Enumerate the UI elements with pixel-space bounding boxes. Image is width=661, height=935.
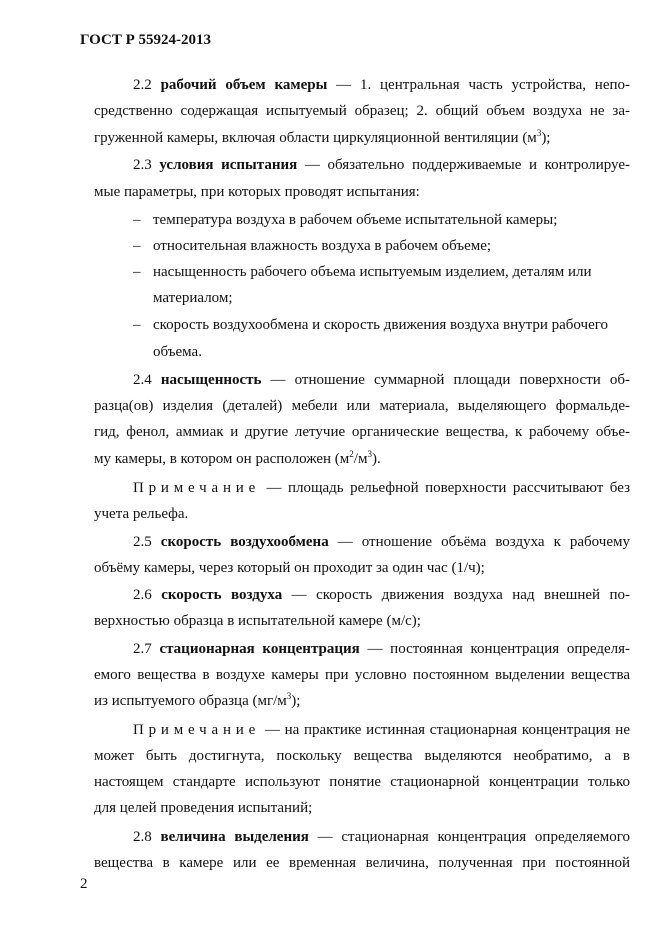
text: мые параметры, при которых проводят испытания:	[94, 184, 420, 200]
list-item-line	[153, 289, 233, 307]
text: — отношение объёма воздуха к рабочему	[328, 534, 630, 550]
superscript: 3	[286, 691, 292, 701]
term: стационарная концентрация	[159, 641, 360, 657]
text: 2.8	[133, 829, 161, 845]
paragraph-line	[94, 854, 630, 872]
text: — постоянная концентрация определя-	[359, 641, 631, 657]
term: насыщенность	[160, 372, 262, 388]
text: относительная влажность воздуха в рабочем объеме;	[153, 238, 492, 254]
text: емого вещества в воздухе камеры при условно постоянном выделении вещества	[94, 667, 630, 683]
text: верхностью образца в испытательной камере (м/с);	[94, 613, 421, 629]
text: 2.5	[133, 534, 161, 550]
text: материалом;	[153, 290, 233, 306]
text: — обязательно поддерживаемые и контролируе-	[297, 157, 631, 173]
text: );	[291, 693, 301, 709]
bullet-dash-icon: –	[133, 238, 141, 254]
paragraph-line	[94, 692, 300, 710]
paragraph-line	[94, 747, 630, 765]
paragraph-line	[94, 423, 630, 441]
paragraph-line	[94, 505, 188, 523]
note-label: Примечание	[133, 480, 261, 496]
bullet-dash-icon: –	[133, 212, 141, 228]
list-item-line	[153, 211, 557, 229]
paragraph-line	[133, 479, 630, 497]
paragraph-line	[94, 612, 421, 630]
text: настоящем стандарте используют понятие стационарной концентрации только	[94, 774, 630, 790]
text: может быть достигнута, поскольку вещества выделяются необратимо, а в	[94, 748, 630, 764]
text: насыщенность рабочего объема испытуемым изделием, деталям или	[153, 264, 592, 280]
list-item-line	[153, 237, 491, 255]
paragraph-line	[94, 799, 312, 817]
text: из испытуемого образца (мг/м	[94, 693, 287, 709]
text: вещества в камере или ее временная величина, полученная при постоянной	[94, 855, 630, 871]
text: груженной камеры, включая области циркуляционной вентиляции (м	[94, 130, 537, 146]
text: );	[541, 130, 551, 146]
text: разца(ов) изделия (деталей) мебели или материала, выделяющего формальде-	[94, 398, 630, 414]
text: — стационарная концентрация определяемого	[308, 829, 631, 845]
page-number: 2	[80, 876, 88, 892]
text: 2.2	[133, 77, 161, 93]
text: 2.6	[133, 587, 162, 603]
text: — скорость движения воздуха над внешней по-	[282, 587, 631, 603]
note-label: Примечание	[133, 722, 261, 738]
paragraph-line	[94, 397, 630, 415]
paragraph-line	[94, 450, 381, 468]
bullet-dash-icon: –	[133, 264, 141, 280]
paragraph-line	[94, 666, 630, 684]
text: 2.3	[133, 157, 160, 173]
document-header: ГОСТ Р 55924-2013	[80, 32, 212, 48]
superscript: 2	[349, 449, 354, 459]
list-item-line	[153, 343, 202, 361]
paragraph-line	[94, 559, 485, 577]
text: — на практике истинная стационарная концентрация не	[260, 722, 630, 738]
text: 2.7	[133, 641, 160, 657]
paragraph-line	[133, 533, 630, 551]
text: объема.	[153, 344, 202, 360]
superscript: 3	[367, 449, 372, 459]
text: 2.4	[133, 372, 161, 388]
paragraph-line	[133, 586, 630, 604]
superscript: 3	[536, 128, 542, 138]
paragraph-line	[133, 371, 630, 389]
list-item-line	[153, 263, 592, 281]
text: гид, фенол, аммиак и другие летучие органические вещества, к рабочему объе-	[94, 424, 630, 440]
text: — 1. центральная часть устройства, непо-	[327, 77, 631, 93]
text: для целей проведения испытаний;	[94, 800, 313, 816]
list-item-line	[153, 316, 608, 334]
paragraph-line	[94, 773, 630, 791]
paragraph-line	[94, 129, 550, 147]
paragraph-line	[94, 183, 420, 201]
text: ).	[371, 451, 381, 467]
text: — площадь рельефной поверхности рассчитывают без	[260, 480, 630, 496]
term: условия испытания	[159, 157, 298, 173]
text: учета рельефа.	[94, 506, 189, 522]
text: /м	[353, 451, 368, 467]
paragraph-line	[133, 828, 630, 846]
term: скорость воздуха	[161, 587, 283, 603]
text: — отношение суммарной площади поверхности об-	[261, 372, 631, 388]
text: средственно содержащая испытуемый образец; 2. общий объем воздуха не за-	[94, 103, 630, 119]
text: скорость воздухообмена и скорость движения воздуха внутри рабочего	[153, 317, 609, 333]
text: температура воздуха в рабочем объеме испытательной камеры;	[153, 212, 558, 228]
paragraph-line	[94, 102, 630, 120]
term: величина выделения	[160, 829, 309, 845]
term: скорость воздухообмена	[160, 534, 329, 550]
text: му камеры, в котором он расположен (м	[94, 451, 350, 467]
paragraph-line	[133, 76, 630, 94]
paragraph-line	[133, 640, 630, 658]
term: рабочий объем камеры	[160, 77, 328, 93]
paragraph-line	[133, 156, 630, 174]
bullet-dash-icon: –	[133, 317, 141, 333]
text: объёму камеры, через который он проходит за один час (1/ч);	[94, 560, 485, 576]
paragraph-line	[133, 721, 630, 739]
